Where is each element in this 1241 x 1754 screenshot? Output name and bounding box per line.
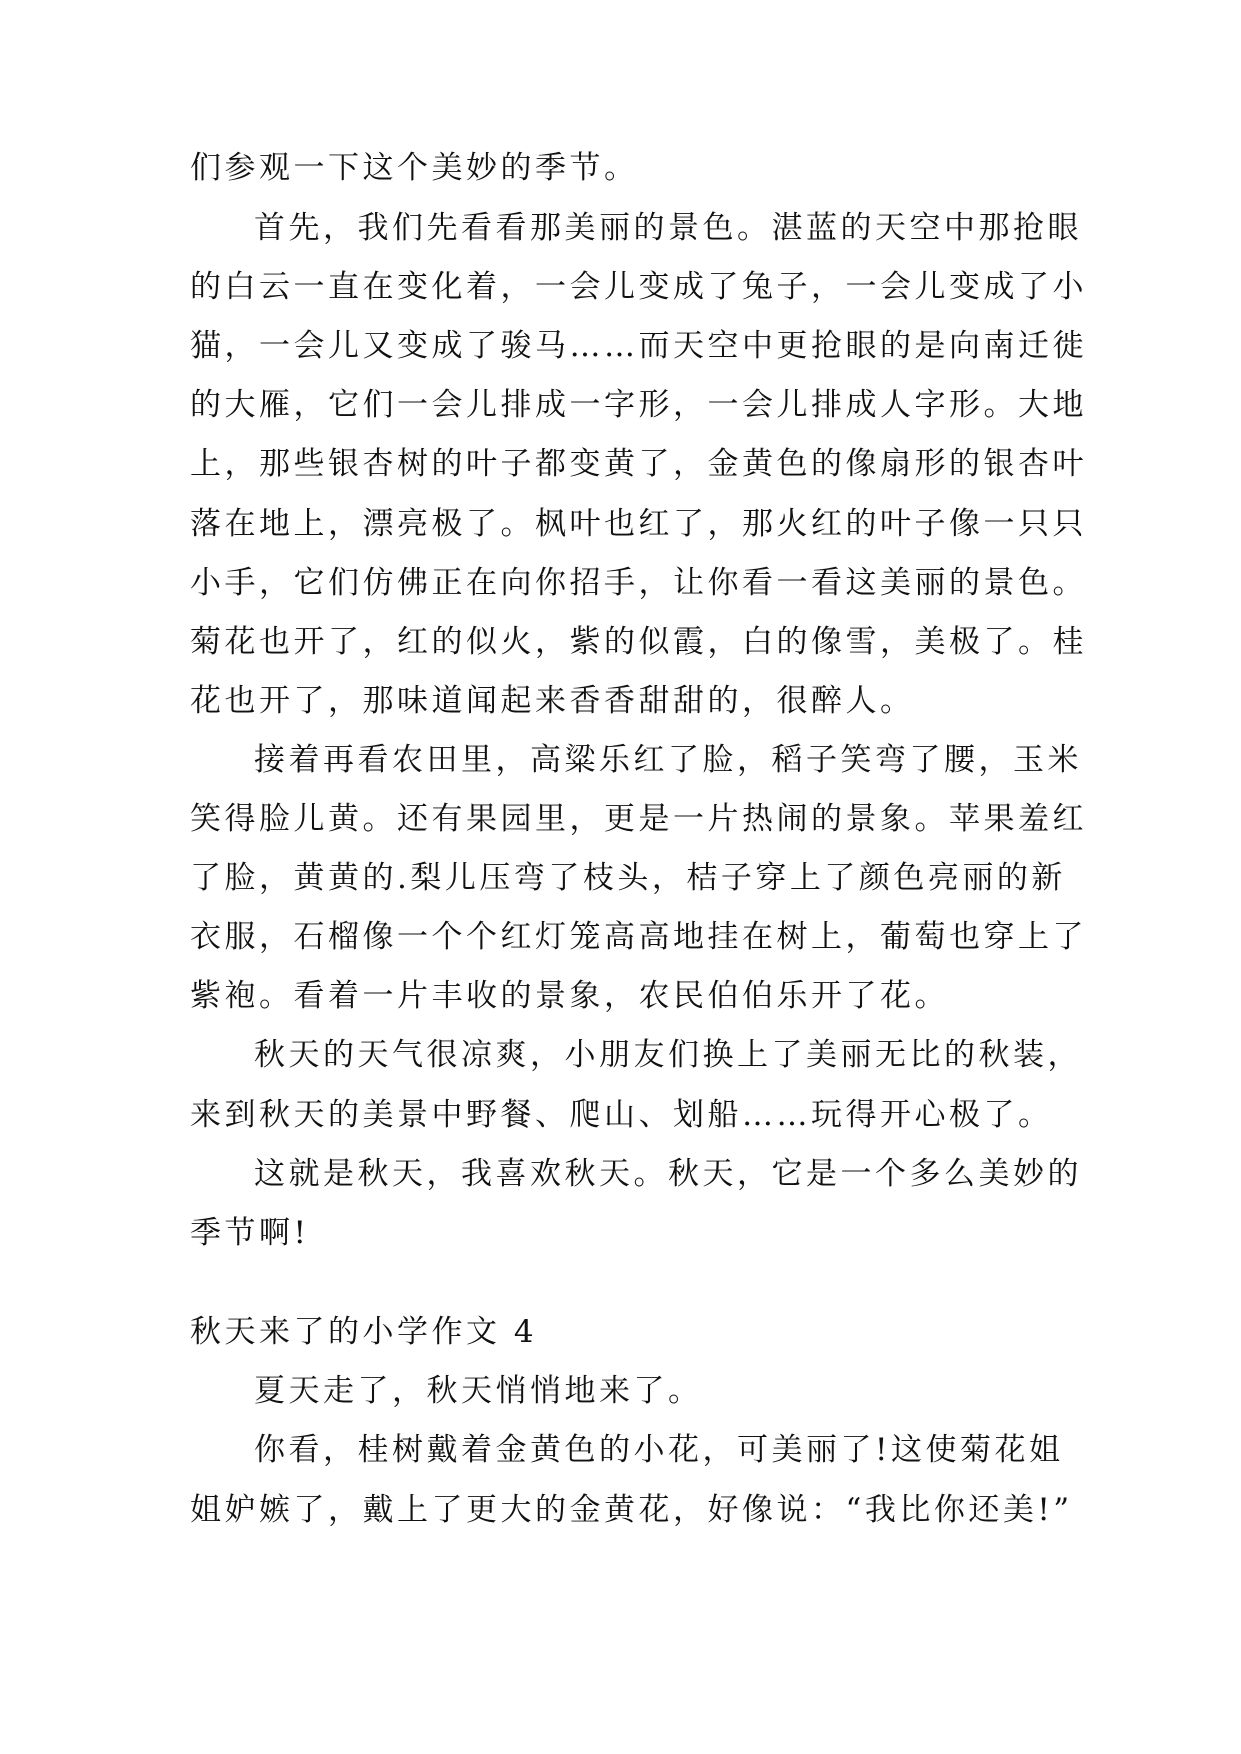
text-line: 笑得脸儿黄。还有果园里，更是一片热闹的景象。苹果羞红	[190, 801, 1087, 837]
paragraph-first-line: 接着再看农田里，高粱乐红了脸，稻子笑弯了腰，玉米	[254, 742, 1082, 778]
text-line: 来到秋天的美景中野餐、爬山、划船……玩得开心极了。	[190, 1097, 1053, 1133]
text-line: 猫，一会儿又变成了骏马……而天空中更抢眼的是向南迁徙	[190, 328, 1087, 364]
paragraph-first-line: 这就是秋天，我喜欢秋天。秋天，它是一个多么美妙的	[254, 1156, 1082, 1192]
text-line: 菊花也开了，红的似火，紫的似霞，白的像雪，美极了。桂	[190, 624, 1087, 660]
text-line: 衣服，石榴像一个个红灯笼高高地挂在树上，葡萄也穿上了	[190, 919, 1087, 955]
paragraph-first-line: 首先，我们先看看那美丽的景色。湛蓝的天空中那抢眼	[254, 210, 1082, 246]
text-line: 们参观一下这个美妙的季节。	[190, 150, 639, 186]
paragraph-first-line: 夏天走了，秋天悄悄地来了。	[254, 1373, 703, 1409]
paragraph-first-line: 你看，桂树戴着金黄色的小花，可美丽了!这使菊花姐	[254, 1432, 1064, 1468]
text-line: 姐妒嫉了，戴上了更大的金黄花，好像说：“我比你还美!”	[190, 1492, 1073, 1528]
paragraph-first-line: 秋天的天气很凉爽，小朋友们换上了美丽无比的秋装，	[254, 1037, 1082, 1073]
text-line: 了脸，黄黄的.梨儿压弯了枝头，桔子穿上了颜色亮丽的新	[190, 860, 1066, 896]
text-line: 小手，它们仿佛正在向你招手，让你看一看这美丽的景色。	[190, 565, 1087, 601]
text-line: 落在地上，漂亮极了。枫叶也红了，那火红的叶子像一只只	[190, 506, 1087, 542]
text-line: 上，那些银杏树的叶子都变黄了，金黄色的像扇形的银杏叶	[190, 446, 1087, 482]
text-line: 的白云一直在变化着，一会儿变成了兔子，一会儿变成了小	[190, 269, 1087, 305]
text-line: 的大雁，它们一会儿排成一字形，一会儿排成人字形。大地	[190, 387, 1087, 423]
text-line: 花也开了，那味道闻起来香香甜甜的，很醉人。	[190, 683, 915, 719]
text-line: 季节啊!	[190, 1215, 310, 1251]
text-line: 紫袍。看着一片丰收的景象，农民伯伯乐开了花。	[190, 978, 949, 1014]
section-heading: 秋天来了的小学作文 4	[190, 1314, 538, 1350]
